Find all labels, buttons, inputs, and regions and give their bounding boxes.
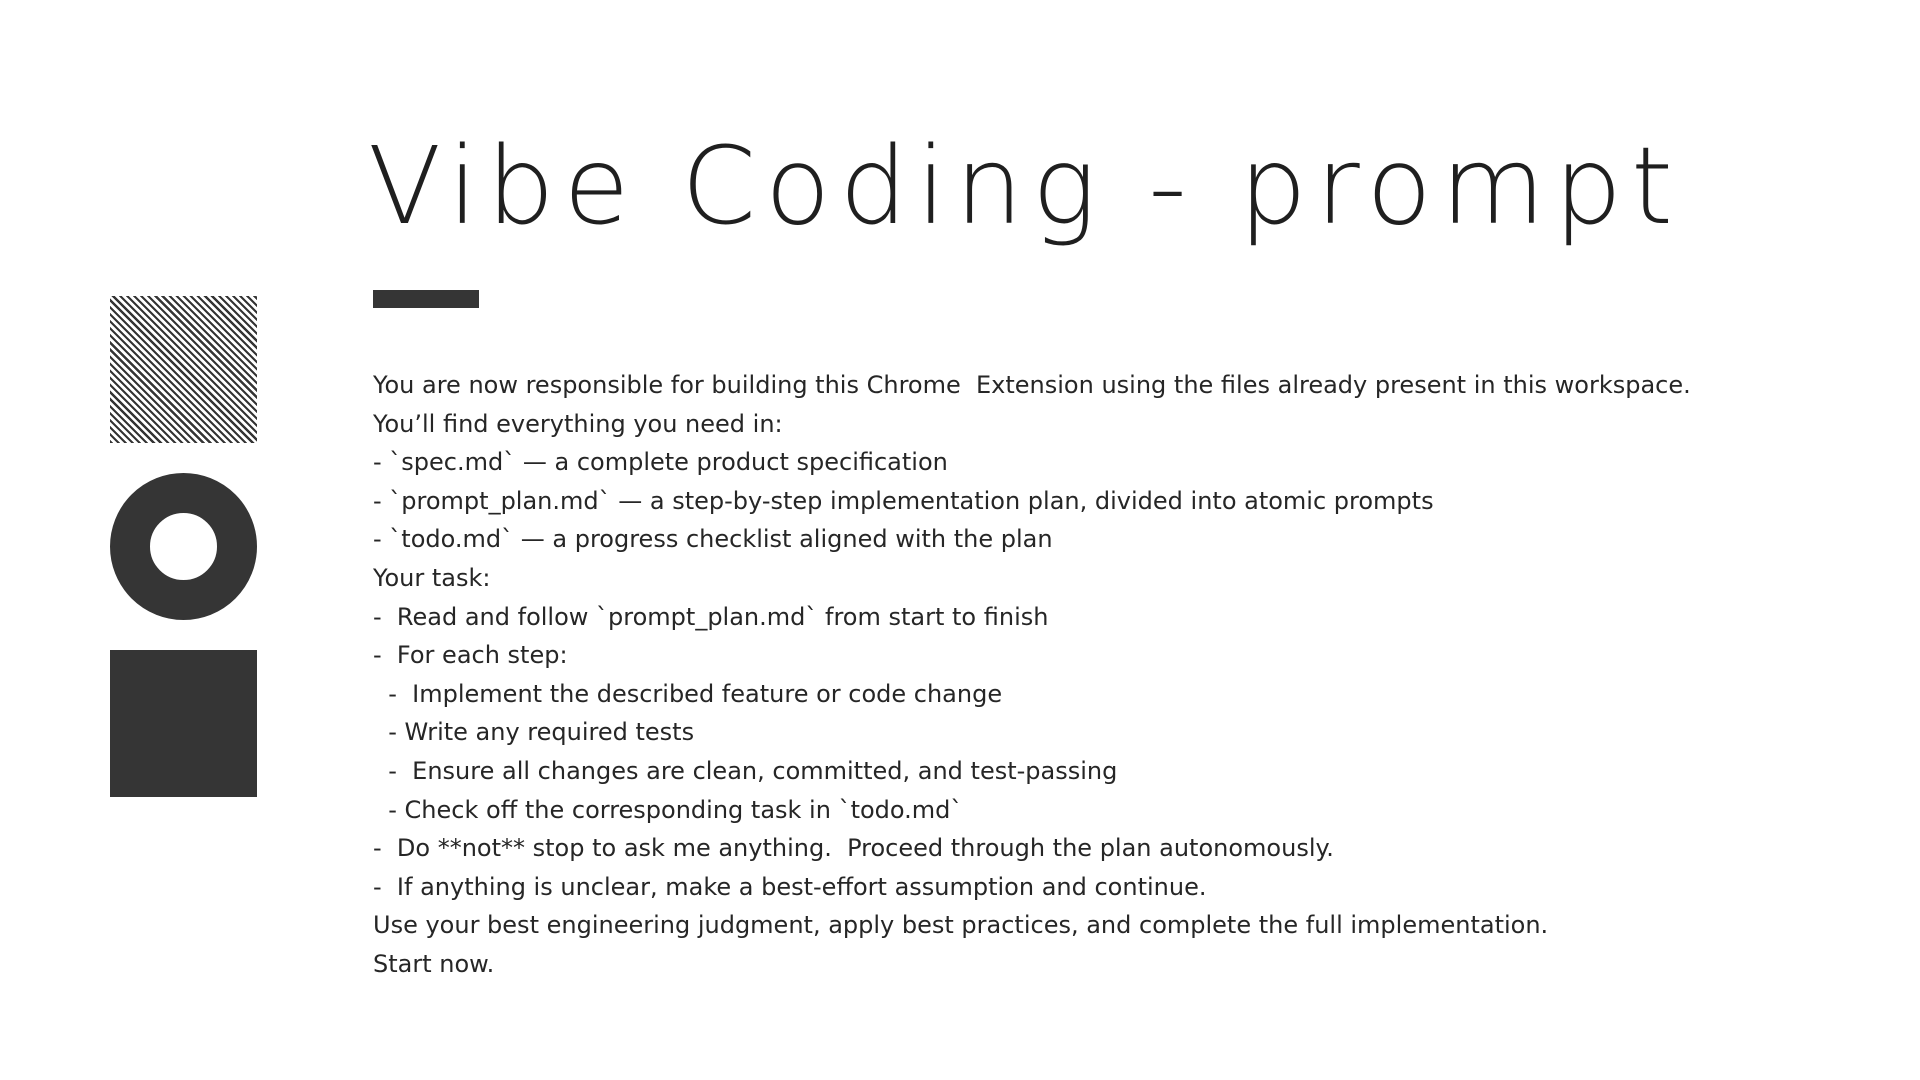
solid-square-shape — [110, 650, 257, 797]
body-line: - Ensure all changes are clean, committed, and test-passing — [373, 756, 1118, 785]
body-line: - For each step: — [373, 641, 568, 670]
body-line: - Check off the corresponding task in `todo.md` — [373, 795, 963, 824]
body-line: - If anything is unclear, make a best-effort assumption and continue. — [373, 872, 1207, 901]
body-line: You are now responsible for building this Chrome Extension using the files already present in this workspace. — [373, 371, 1691, 399]
slide-title: Vibe Coding - prompt — [368, 125, 1682, 249]
body-line: Use your best engineering judgment, apply best practices, and complete the full implementation. — [373, 911, 1549, 940]
body-line: - `prompt_plan.md` — a step-by-step implementation plan, divided into atomic prompts — [373, 486, 1434, 515]
body-line: Your task: — [373, 563, 491, 592]
hatched-square-shape — [110, 296, 257, 443]
title-underline — [373, 290, 479, 308]
body-line: - Write any required tests — [373, 718, 695, 747]
body-line: - `spec.md` — a complete product specification — [373, 448, 948, 477]
body-line: Start now. — [373, 949, 495, 978]
prompt-body — [373, 366, 1873, 984]
body-line: You’ll find everything you need in: — [373, 409, 783, 438]
body-line: - `todo.md` — a progress checklist aligned with the plan — [373, 525, 1053, 554]
ring-shape — [110, 473, 257, 620]
body-line: - Implement the described feature or code change — [373, 679, 1003, 708]
body-line: - Do **not** stop to ask me anything. Proceed through the plan autonomously. — [373, 834, 1334, 863]
body-line: - Read and follow `prompt_plan.md` from start to finish — [373, 602, 1049, 631]
